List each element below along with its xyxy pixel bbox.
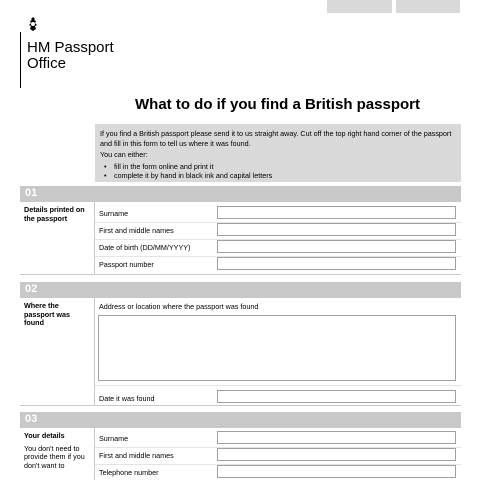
section-number: 02 — [25, 283, 38, 295]
field-label-names: First and middle names — [99, 226, 174, 235]
section-number: 03 — [25, 413, 38, 425]
intro-paragraph: If you find a British passport please send it to us straight away. Cut off the top right hand corner of the passport and fill in this form to tell us where it was found. — [100, 129, 452, 148]
surname-field[interactable] — [217, 206, 456, 219]
field-label-surname: Surname — [99, 209, 129, 218]
section-label: Details printed on the passport — [24, 205, 85, 223]
field-label-telephone: Telephone number — [99, 468, 159, 477]
top-tab-left — [327, 0, 392, 13]
date-of-birth-field[interactable] — [217, 240, 456, 253]
logo-text — [27, 40, 114, 72]
field-label-dob: Date of birth (DD/MM/YYYY) — [99, 243, 191, 252]
section-header-01 — [20, 186, 461, 202]
your-surname-field[interactable] — [217, 431, 456, 444]
date-found-field[interactable] — [217, 390, 456, 403]
intro-option: • complete it by hand in black ink and capital letters — [100, 171, 456, 181]
page-title: What to do if you find a British passport — [135, 96, 420, 113]
section-label: Your details — [24, 431, 65, 440]
intro-option: • fill in the form online and print it — [100, 162, 456, 172]
field-label-date-found: Date it was found — [99, 394, 155, 403]
row-divider — [95, 385, 461, 386]
section-header-02 — [20, 282, 461, 298]
section-header-03 — [20, 412, 461, 428]
first-middle-names-field[interactable] — [217, 223, 456, 236]
royal-crest-icon — [26, 16, 40, 32]
intro-options-list — [100, 162, 456, 181]
passport-number-field[interactable] — [217, 257, 456, 270]
your-names-field[interactable] — [217, 448, 456, 461]
top-tab-right — [396, 0, 460, 13]
section-side-label — [20, 298, 95, 405]
section-label: Where the passport was found — [24, 301, 70, 327]
hm-passport-office-logo — [20, 16, 130, 76]
section-side-label — [20, 428, 95, 480]
section-number: 01 — [25, 187, 38, 199]
section-note: You don't need to provide them if you don't want to — [24, 443, 85, 470]
logo-line-1: HM Passport — [27, 39, 114, 56]
logo-line-2: Office — [27, 55, 66, 72]
telephone-field[interactable] — [217, 465, 456, 478]
address-location-field[interactable] — [98, 315, 456, 381]
field-label-address: Address or location where the passport was found — [99, 302, 259, 311]
field-label-passport-number: Passport number — [99, 260, 154, 269]
field-label-your-names: First and middle names — [99, 451, 174, 460]
field-label-your-surname: Surname — [99, 434, 129, 443]
logo-divider — [20, 32, 21, 88]
intro-lead: You can either: — [100, 150, 148, 159]
intro-box — [95, 124, 461, 182]
section-side-label — [20, 202, 95, 274]
